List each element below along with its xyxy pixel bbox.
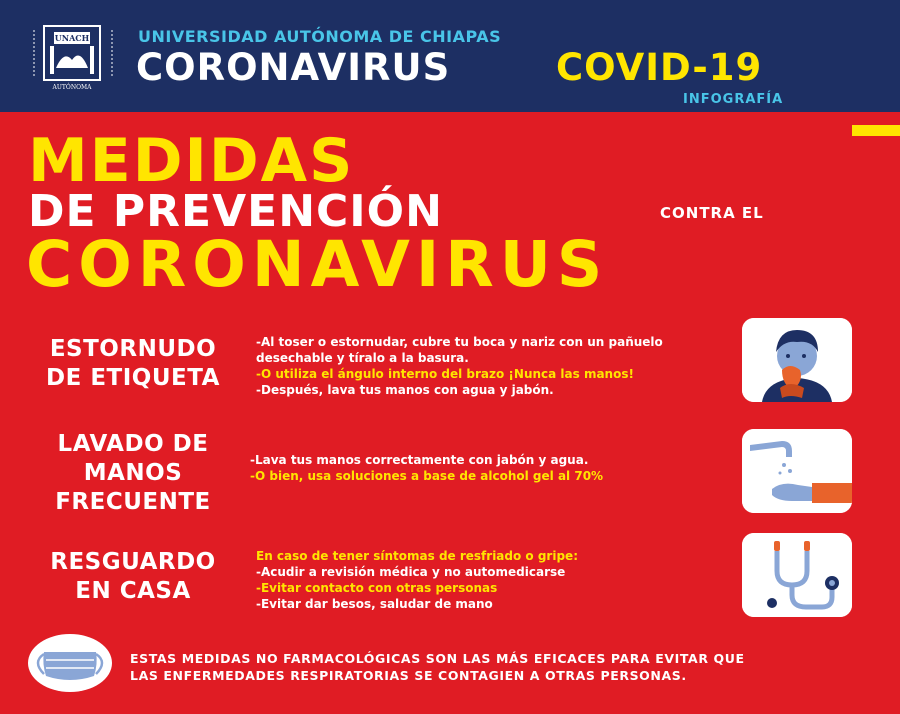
main-title-line1: MEDIDAS — [28, 126, 355, 196]
section-title-lavado: LAVADO DE MANOS FRECUENTE — [55, 431, 211, 515]
section-text-lavado: -Lava tus manos correctamente con jabón y agua. -O bien, usa soluciones a base de alcohol gel al 70% — [250, 453, 604, 483]
header-title-coronavirus: CORONAVIRUS — [136, 46, 451, 89]
section-title-estornudo: ESTORNUDO DE ETIQUETA — [46, 336, 220, 391]
main-title-line3: CORONAVIRUS — [26, 228, 609, 301]
section-title-resguardo: RESGUARDO EN CASA — [50, 549, 216, 604]
sneezing-person-icon — [742, 318, 852, 402]
university-name: UNIVERSIDAD AUTÓNOMA DE CHIAPAS — [138, 27, 502, 46]
yellow-accent-bar — [852, 125, 900, 136]
logo-text: UNACH — [54, 33, 90, 43]
hand-washing-icon — [742, 429, 852, 513]
university-logo — [26, 20, 122, 92]
face-mask-icon — [26, 632, 114, 694]
header-title-covid: COVID-19 — [556, 46, 763, 89]
main-title-contra: CONTRA EL — [660, 204, 764, 222]
main-title-line2: DE PREVENCIÓN — [28, 186, 443, 237]
section-text-estornudo: -Al toser o estornudar, cubre tu boca y nariz con un pañuelo desechable y tíralo a la basura. -O utiliza el ángulo interno del brazo ¡Nunca las manos! -Después, lava tus manos con agua y jabón. — [256, 335, 663, 397]
stethoscope-icon — [742, 533, 852, 617]
footer-note: ESTAS MEDIDAS NO FARMACOLÓGICAS SON LAS MÁS EFICACES PARA EVITAR QUE LAS ENFERMEDADES RESPIRATORIAS SE CONTAGIEN A OTRAS PERSONAS. — [130, 651, 745, 683]
section-text-resguardo: En caso de tener síntomas de resfriado o gripe: -Acudir a revisión médica y no automedicarse -Evitar contacto con otras personas -Evitar dar besos, saludar de mano — [256, 549, 578, 611]
header-subtitle: INFOGRAFÍA — [683, 92, 784, 107]
logo-caption: AUTÓNOMA — [52, 84, 92, 91]
header-bar — [0, 0, 900, 112]
